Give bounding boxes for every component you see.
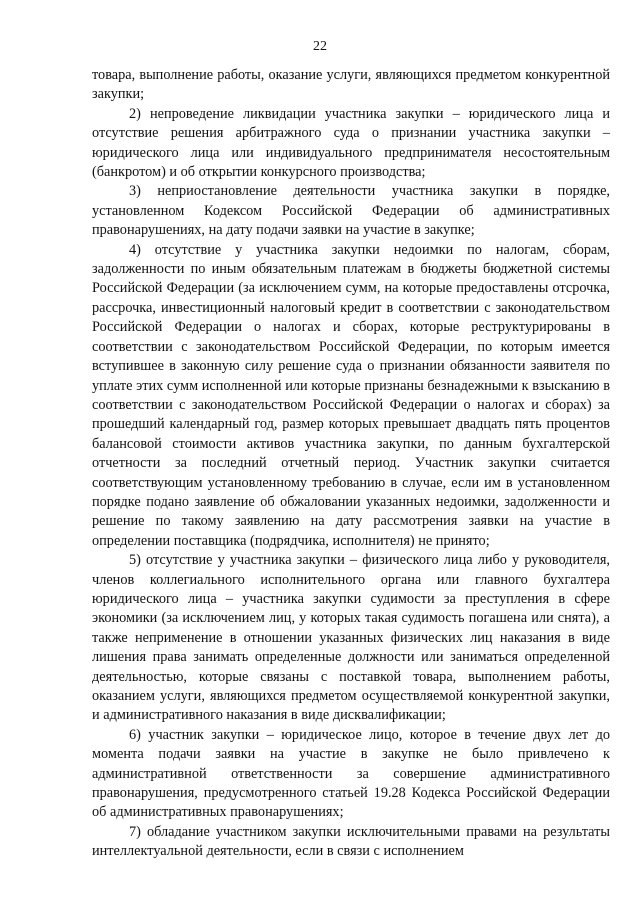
paragraph-item-7: 7) обладание участником закупки исключительными правами на результаты интеллектуальной деятельности, если в связи с исполнением	[92, 823, 610, 860]
page-number: 22	[313, 39, 327, 54]
paragraph-item-2: 2) непроведение ликвидации участника закупки – юридического лица и отсутствие решения арбитражного суда о признании участника закупки – юридического лица или индивидуального предпринимателя несостоятельным (банкротом) и об открытии конкурсного производства;	[92, 105, 610, 181]
paragraph-item-4: 4) отсутствие у участника закупки недоимки по налогам, сборам, задолженности по иным обязательным платежам в бюджеты бюджетной системы Российской Федерации (за исключением сумм, на которые предоставлены отсрочка, рассрочка, инвестиционный налоговый кредит в соответствии с законодательством Российской Федерации о налогах и сборах, которые реструктурированы в соответствии с законодательством Российской Федерации, по которым имеется вступившее в законную силу решение суда о признании обязанности заявителя по уплате этих сумм исполненной или которые признаны безнадежными к взысканию в соответствии с законодательством Российской Федерации о налогах и сборах) за прошедший календарный год, размер которых превышает двадцать пять процентов балансовой стоимости активов участника закупки, по данным бухгалтерской отчетности за последний отчетный период. Участник закупки считается соответствующим установленному требованию в случае, если им в установленном порядке подано заявление об обжаловании указанных недоимки, задолженности и решение по такому заявлению на дату рассмотрения заявки на участие в определении поставщика (подрядчика, исполнителя) не принято;	[92, 241, 610, 549]
paragraph-continuation: товара, выполнение работы, оказание услуги, являющихся предметом конкурентной закупки;	[92, 67, 610, 103]
paragraph-item-6: 6) участник закупки – юридическое лицо, которое в течение двух лет до момента подачи заявки на участие в закупке не было привлечено к административной ответственности за совершение административного правонарушения, предусмотренного статьей 19.28 Кодекса Российской Федерации об административных правонарушениях;	[92, 726, 610, 821]
paragraph-item-3: 3) неприостановление деятельности участника закупки в порядке, установленном Кодексом Российской Федерации об административных правонарушениях, на дату подачи заявки на участие в закупке;	[92, 183, 610, 239]
paragraph-item-5: 5) отсутствие у участника закупки – физического лица либо у руководителя, членов коллегиального исполнительного органа или главного бухгалтера юридического лица – участника закупки судимости за преступления в сфере экономики (за исключением лиц, у которых такая судимость погашена или снята), а также неприменение в отношении указанных физических лиц наказания в виде лишения права занимать определенные должности или заниматься определенной деятельностью, которые связаны с поставкой товара, выполнением работы, оказанием услуги, являющихся предметом осуществляемой конкурентной закупки, и административного наказания в виде дисквалификации;	[92, 552, 610, 724]
document-body	[92, 66, 610, 862]
